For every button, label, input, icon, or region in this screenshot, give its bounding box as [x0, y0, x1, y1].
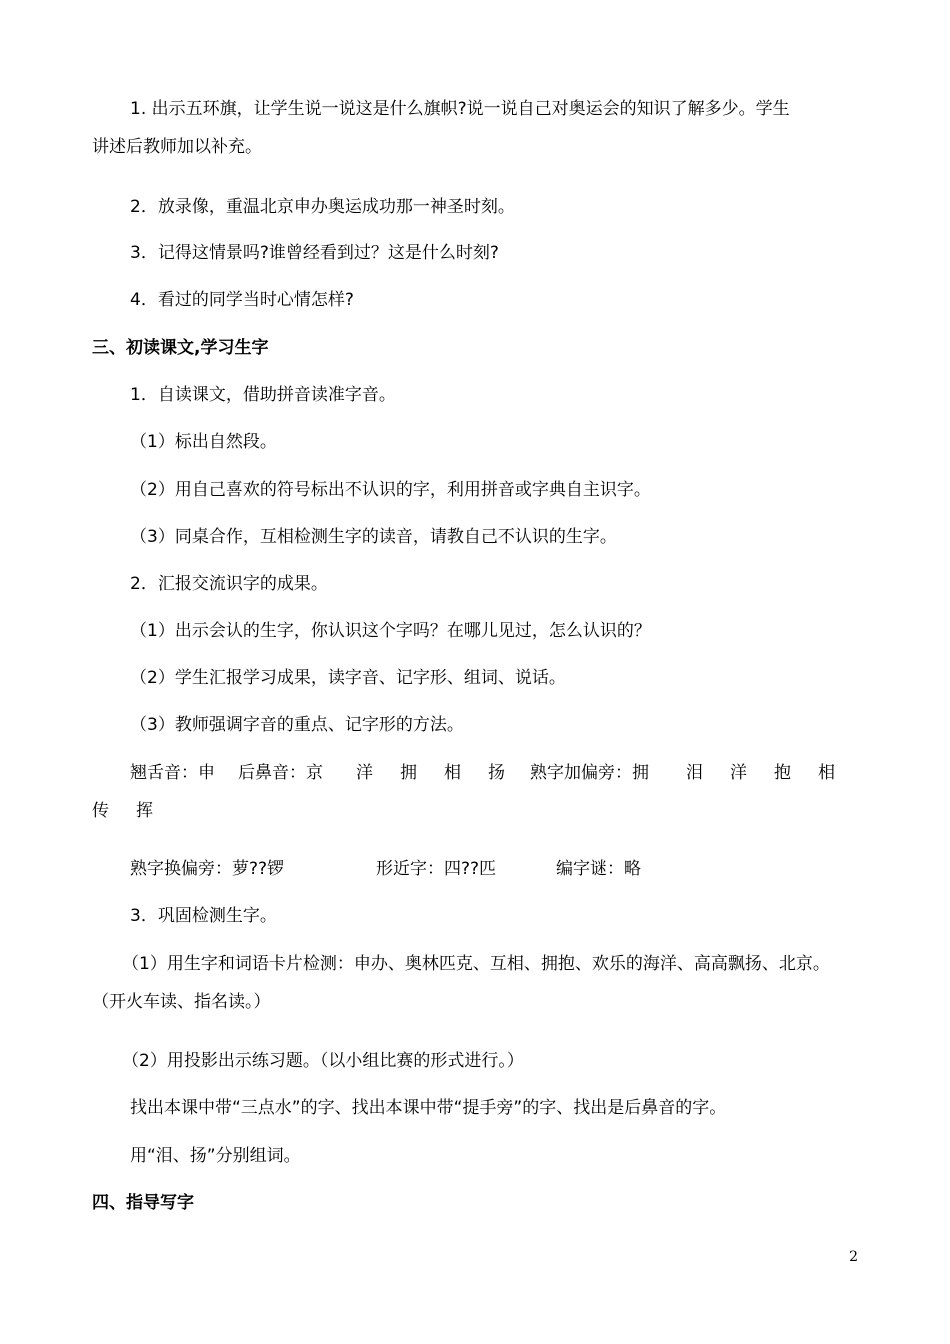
step-3-item-4: 用“泪、扬”分别组词。	[130, 1146, 301, 1166]
paragraph-1-line-1: 1. 出示五环旗，让学生说一说这是什么旗帜?说一说自己对奥运会的知识了解多少。学生	[130, 99, 790, 119]
paragraph-1-line-2: 讲述后教师加以补充。	[92, 137, 262, 157]
char-yang3: 洋	[730, 763, 747, 783]
char-hui: 挥	[136, 801, 153, 821]
step-3-item-3: 找出本课中带“三点水”的字、找出本课中带“提手旁”的字、找出是后鼻音的字。	[130, 1098, 727, 1118]
char-bao: 抱	[774, 763, 791, 783]
step-2: 2．汇报交流识字的成果。	[130, 574, 328, 594]
similar-chars-label: 形近字：四??匹	[376, 859, 497, 879]
add-radical-label: 熟字加偏旁：拥	[530, 763, 649, 783]
step-2-item-2: （2）学生汇报学习成果，读字音、记字形、组词、说话。	[130, 668, 566, 688]
step-1-item-3: （3）同桌合作，互相检测生字的读音，请教自己不认识的生字。	[130, 527, 617, 547]
char-xiang2: 相	[818, 763, 835, 783]
step-2-item-3: （3）教师强调字音的重点、记字形的方法。	[130, 715, 464, 735]
riddle-label: 编字谜：略	[556, 859, 641, 879]
char-chuan: 传	[92, 801, 109, 821]
char-yong: 拥	[400, 763, 417, 783]
char-yang2: 扬	[488, 763, 505, 783]
paragraph-2: 2．放录像，重温北京申办奥运成功那一神圣时刻。	[130, 197, 515, 217]
char-lei: 泪	[686, 763, 703, 783]
step-2-item-1: （1）出示会认的生字，你认识这个字吗？在哪儿见过，怎么认识的？	[130, 621, 651, 641]
back-nasal-label: 后鼻音：京	[238, 763, 323, 783]
step-3-item-2: （2）用投影出示练习题。（以小组比赛的形式进行。）	[122, 1051, 524, 1071]
retroflex-label: 翘舌音：申	[130, 763, 215, 783]
step-1-item-2: （2）用自己喜欢的符号标出不认识的字，利用拼音或字典自主识字。	[130, 480, 651, 500]
step-3: 3．巩固检测生字。	[130, 906, 277, 926]
char-xiang: 相	[444, 763, 461, 783]
char-yang: 洋	[356, 763, 373, 783]
step-1: 1．自读课文，借助拼音读准字音。	[130, 385, 396, 405]
paragraph-4: 4．看过的同学当时心情怎样?	[130, 290, 354, 310]
section-heading-4: 四、指导写字	[92, 1193, 194, 1213]
paragraph-3: 3．记得这情景吗?谁曾经看到过？这是什么时刻?	[130, 243, 499, 263]
page-number: 2	[849, 1249, 858, 1265]
step-3-item-1-line-1: （1）用生字和词语卡片检测：申办、奥林匹克、互相、拥抱、欢乐的海洋、高高飘扬、北京。	[122, 954, 830, 974]
section-heading-3: 三、初读课文,学习生字	[92, 338, 269, 358]
swap-radical-label: 熟字换偏旁：萝??锣	[130, 859, 285, 879]
step-3-item-1-line-2: （开火车读、指名读。）	[92, 992, 271, 1012]
step-1-item-1: （1）标出自然段。	[130, 432, 277, 452]
